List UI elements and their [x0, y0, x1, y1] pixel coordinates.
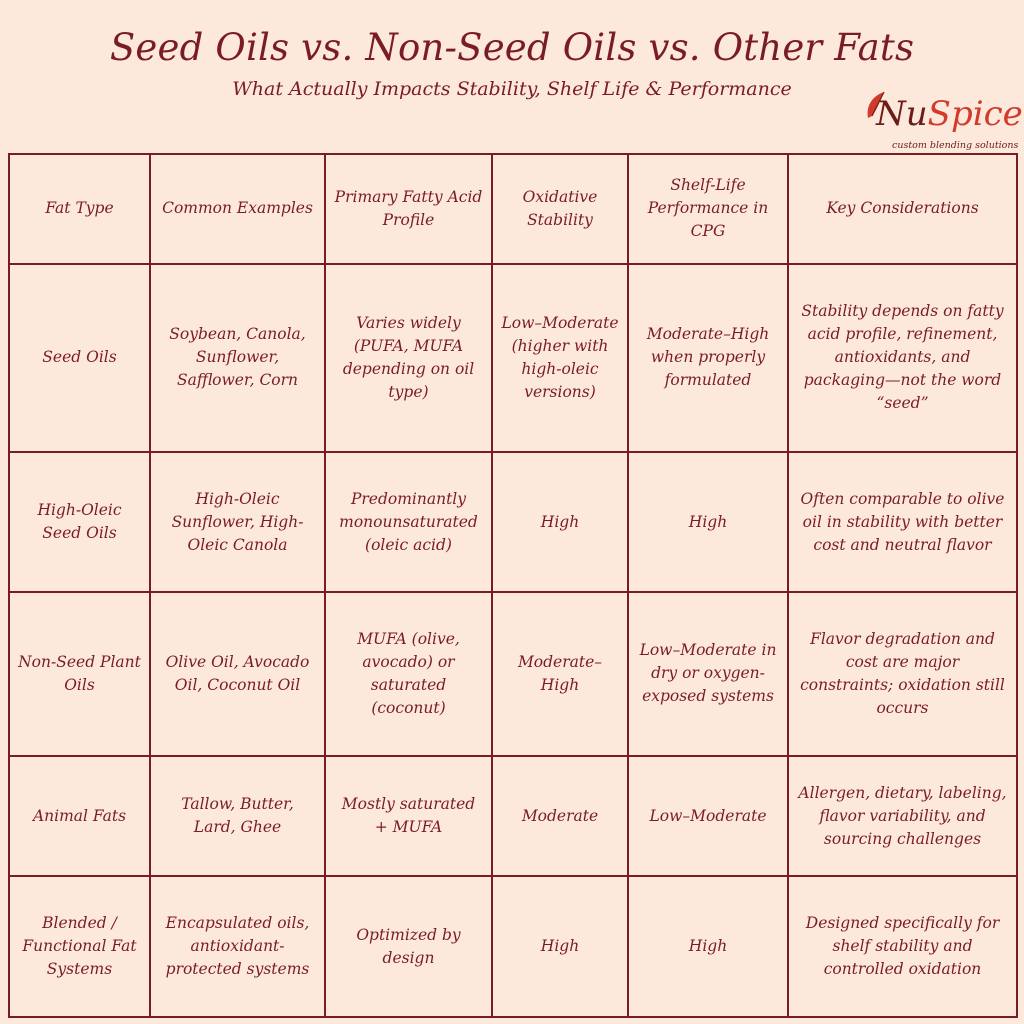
cell-common-examples: Olive Oil, Avocado Oil, Coconut Oil: [150, 592, 325, 756]
table-row: [9, 452, 1017, 592]
cell-oxidative-stability: High: [492, 876, 628, 1017]
cell-shelf-life: Moderate–High when properly formulated: [628, 264, 788, 453]
cell-fat-type: High-Oleic Seed Oils: [9, 452, 150, 592]
table-row: [9, 876, 1017, 1017]
page-title: Seed Oils vs. Non-Seed Oils vs. Other Fats: [109, 26, 915, 69]
cell-fatty-acid-profile: Predominantly monounsaturated (oleic acid): [325, 452, 492, 592]
cell-fatty-acid-profile: MUFA (olive, avocado) or saturated (coconut): [325, 592, 492, 756]
cell-fatty-acid-profile: Varies widely (PUFA, MUFA depending on oil type): [325, 264, 492, 453]
comparison-table-container: [8, 153, 1016, 1018]
table-row: [9, 264, 1017, 453]
table-row: [9, 592, 1017, 756]
cell-common-examples: Soybean, Canola, Sunflower, Safflower, Corn: [150, 264, 325, 453]
header-fat-type: Fat Type: [9, 154, 150, 264]
cell-key-considerations: Allergen, dietary, labeling, flavor variability, and sourcing challenges: [788, 756, 1017, 877]
cell-key-considerations: Often comparable to olive oil in stability with better cost and neutral flavor: [788, 452, 1017, 592]
cell-common-examples: High-Oleic Sunflower, High-Oleic Canola: [150, 452, 325, 592]
header-fatty-acid-profile: Primary Fatty Acid Profile: [325, 154, 492, 264]
table-row: [9, 756, 1017, 877]
comparison-table: [8, 153, 1018, 1018]
header-common-examples: Common Examples: [150, 154, 325, 264]
cell-shelf-life: Low–Moderate in dry or oxygen-exposed systems: [628, 592, 788, 756]
cell-common-examples: Encapsulated oils, antioxidant-protected systems: [150, 876, 325, 1017]
cell-key-considerations: Flavor degradation and cost are major constraints; oxidation still occurs: [788, 592, 1017, 756]
logo-part-spice: Spice: [927, 94, 1023, 134]
header-key-considerations: Key Considerations: [788, 154, 1017, 264]
logo-tagline: custom blending solutions: [892, 140, 1019, 151]
cell-fatty-acid-profile: Mostly saturated + MUFA: [325, 756, 492, 877]
cell-shelf-life: Low–Moderate: [628, 756, 788, 877]
cell-oxidative-stability: Low–Moderate (higher with high-oleic versions): [492, 264, 628, 453]
cell-oxidative-stability: Moderate–High: [492, 592, 628, 756]
cell-oxidative-stability: Moderate: [492, 756, 628, 877]
cell-fat-type: Seed Oils: [9, 264, 150, 453]
table-header-row: [9, 154, 1017, 264]
cell-key-considerations: Stability depends on fatty acid profile, refinement, antioxidants, and packaging—not the word “seed”: [788, 264, 1017, 453]
cell-common-examples: Tallow, Butter, Lard, Ghee: [150, 756, 325, 877]
header-oxidative-stability: Oxidative Stability: [492, 154, 628, 264]
cell-fat-type: Non-Seed Plant Oils: [9, 592, 150, 756]
brand-logo: [862, 88, 1023, 154]
cell-oxidative-stability: High: [492, 452, 628, 592]
cell-shelf-life: High: [628, 876, 788, 1017]
cell-fat-type: Animal Fats: [9, 756, 150, 877]
logo-wordmark: [876, 94, 1023, 134]
logo-part-nu: Nu: [876, 94, 928, 134]
cell-shelf-life: High: [628, 452, 788, 592]
page-subtitle: What Actually Impacts Stability, Shelf Life & Performance: [232, 78, 792, 100]
cell-fat-type: Blended / Functional Fat Systems: [9, 876, 150, 1017]
header-shelf-life: Shelf-Life Performance in CPG: [628, 154, 788, 264]
cell-key-considerations: Designed specifically for shelf stability and controlled oxidation: [788, 876, 1017, 1017]
cell-fatty-acid-profile: Optimized by design: [325, 876, 492, 1017]
